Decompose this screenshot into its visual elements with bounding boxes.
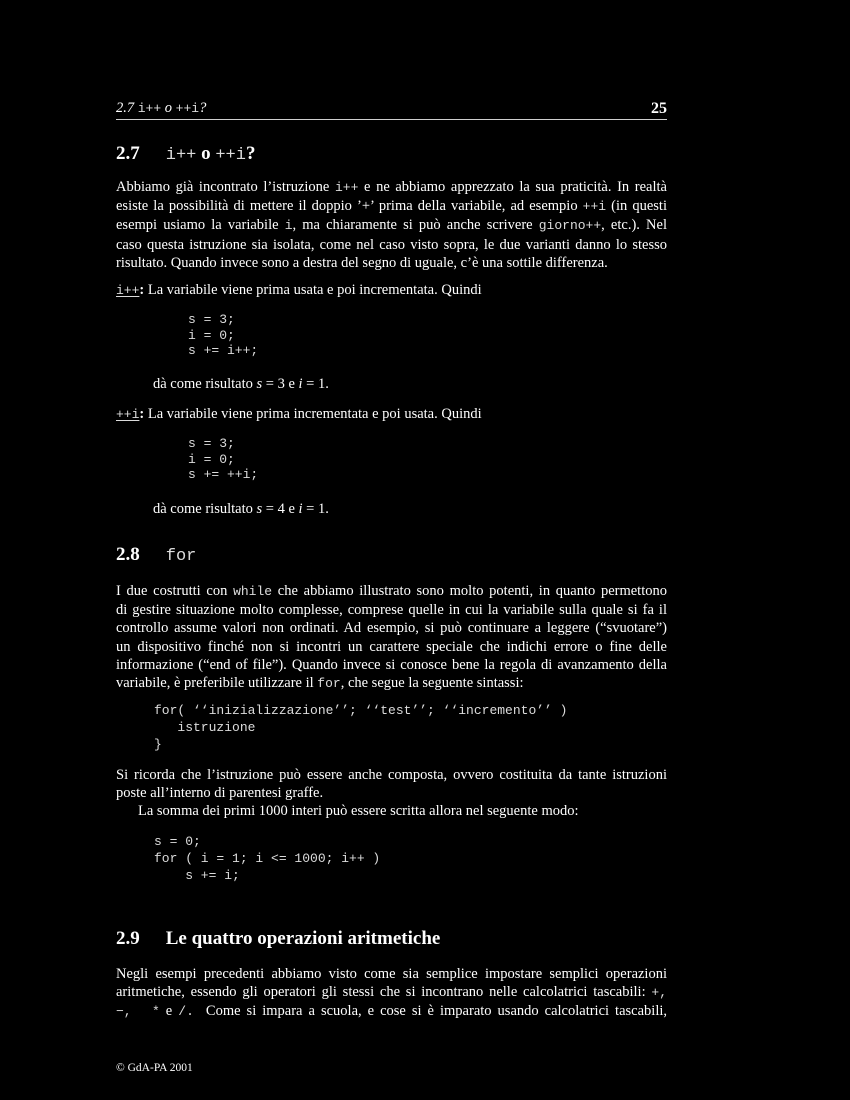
section-number: 2.9 <box>116 928 140 949</box>
paragraph-2-7-intro <box>116 178 667 272</box>
item-term: ++i <box>116 407 140 422</box>
inline-code: i++ <box>334 180 359 195</box>
footer-text: GdA-PA 2001 <box>127 1062 193 1074</box>
math-var-s: s <box>256 376 263 392</box>
text-line: aritmetiche, essendo gli operatori gli stessi che si incontrano nelle calcolatrici tascabili: +, <box>116 984 667 1001</box>
inline-code: /. <box>178 1004 194 1020</box>
code-line: i = 0; <box>188 327 235 343</box>
math-var-s: s <box>256 501 263 517</box>
item-description: La variabile viene prima incrementata e poi usata. Quindi <box>147 406 482 422</box>
section-heading-2-7 <box>116 143 255 165</box>
code-line: istruzione <box>154 720 256 735</box>
description-item-plus-plus-i <box>116 406 482 423</box>
footer-copyright <box>116 1062 193 1074</box>
heading-code-plus-plus-i: ++i <box>215 146 246 165</box>
code-block-for-syntax <box>154 702 567 753</box>
code-block-sum-example <box>154 833 380 884</box>
text-line: Abbiamo già incontrato l’istruzione i++ e ne abbiamo apprezzato la sua praticità. In realtà <box>116 179 667 195</box>
math-var-i: i <box>298 501 303 517</box>
text-line: un dispositivo finché non si incontri un carattere speciale che indichi errore o fine delle <box>116 638 667 655</box>
text-line: La somma dei primi 1000 interi può essere scritta allora nel seguente modo: <box>138 803 579 820</box>
copyright-icon: © <box>116 1062 125 1074</box>
paragraph-2-9-intro <box>116 965 667 1022</box>
text-line: di gestire situazione molto complesse, comprese quelle in cui la variabile sulla quale si fa il <box>116 602 667 619</box>
code-line: } <box>154 737 162 752</box>
text-line: informazione (“end of file”). Quando invece si conosce bene la regola di avanzamento della <box>116 656 667 673</box>
inline-code: while <box>233 584 273 599</box>
running-header-code-plus-plus-i: ++i <box>175 101 200 116</box>
heading-word: o <box>201 143 211 164</box>
heading-code-for: for <box>165 547 197 566</box>
text-line: variabile, è preferibile utilizzare il for, che segue la seguente sintassi: <box>116 675 524 692</box>
text-line: I due costrutti con while che abbiamo illustrato sono molto potenti, in quanto permettono <box>116 583 667 599</box>
running-header <box>116 100 667 120</box>
code-line: for ( i = 1; i <= 1000; i++ ) <box>154 851 381 866</box>
math-var-i: i <box>298 376 303 392</box>
section-number: 2.7 <box>116 143 140 164</box>
inline-code: i <box>284 218 293 234</box>
description-item-i-plus-plus <box>116 282 482 299</box>
code-line: for( ‘‘inizializzazione’’; ‘‘test’’; ‘‘incremento’’ ) <box>154 703 568 718</box>
text-line: Si ricorda che l’istruzione può essere anche composta, ovvero costituita da tante istruzioni <box>116 767 667 783</box>
inline-code: +, <box>651 985 667 1001</box>
running-header-section-number: 2.7 <box>116 100 135 116</box>
item-term: i++ <box>116 283 140 298</box>
code-line: s = 3; <box>188 436 235 451</box>
text-line: esiste la possibilità di mettere il doppio ’+’ prima della variabile, ad esempio ++i (in questi <box>116 198 667 215</box>
code-block-i-plus-plus <box>188 312 258 359</box>
text-line: controllo assume valori non ordinati. Ad esempio, si può continuare a leggere (“svuotare”) <box>116 620 667 637</box>
text-line: esempi usiamo la variabile i, ma chiaramente si può anche scrivere giorno++, etc.). Nel <box>116 217 667 234</box>
heading-code-i-plus-plus: i++ <box>165 146 197 165</box>
text-line: −, * e /. Come si impara a scuola, e cose si è imparato usando calcolatrici tascabili, <box>116 1003 667 1020</box>
heading-title: Le quattro operazioni aritmetiche <box>165 928 441 949</box>
paragraph-2-8-compound <box>116 766 667 821</box>
result-i-plus-plus: dà come risultato s = 3 e i = 1. <box>153 376 329 392</box>
inline-code: −, * <box>116 1004 160 1020</box>
code-line: i = 0; <box>188 451 235 467</box>
inline-code: giorno++ <box>538 218 602 234</box>
paragraph-2-8-intro <box>116 582 667 693</box>
running-header-word: o <box>164 100 173 116</box>
code-line: s = 0; <box>154 834 201 849</box>
heading-question: ? <box>245 143 256 164</box>
inline-code: ++i <box>582 199 607 215</box>
code-block-plus-plus-i <box>188 436 258 483</box>
page-number: 25 <box>651 100 667 117</box>
item-description: La variabile viene prima usata e poi incrementata. Quindi <box>147 282 482 298</box>
item-colon: : <box>139 406 145 422</box>
section-number: 2.8 <box>116 544 140 565</box>
section-heading-2-8 <box>116 544 196 566</box>
item-colon: : <box>139 282 145 298</box>
text-line: Negli esempi precedenti abbiamo visto come sia semplice impostare semplici operazioni <box>116 966 667 982</box>
inline-code: for <box>317 676 341 692</box>
text-line: risultato. Quando invece sono a destra del segno di uguale, c’è una sottile differenza. <box>116 254 608 271</box>
result-plus-plus-i: dà come risultato s = 4 e i = 1. <box>153 501 329 517</box>
running-header-question: ? <box>199 100 207 116</box>
section-heading-2-9 <box>116 928 440 950</box>
code-line: s += i++; <box>188 343 259 359</box>
code-line: s += ++i; <box>188 467 259 483</box>
code-line: s = 3; <box>188 312 235 327</box>
text-line: caso questa istruzione sia isolata, come nel caso visto sopra, le due varianti danno lo stesso <box>116 236 667 253</box>
text-line: poste all’interno di parentesi graffe. <box>116 785 324 802</box>
running-header-code-i-plus-plus: i++ <box>137 101 162 116</box>
code-line: s += i; <box>154 868 240 883</box>
header-rule <box>116 119 667 120</box>
